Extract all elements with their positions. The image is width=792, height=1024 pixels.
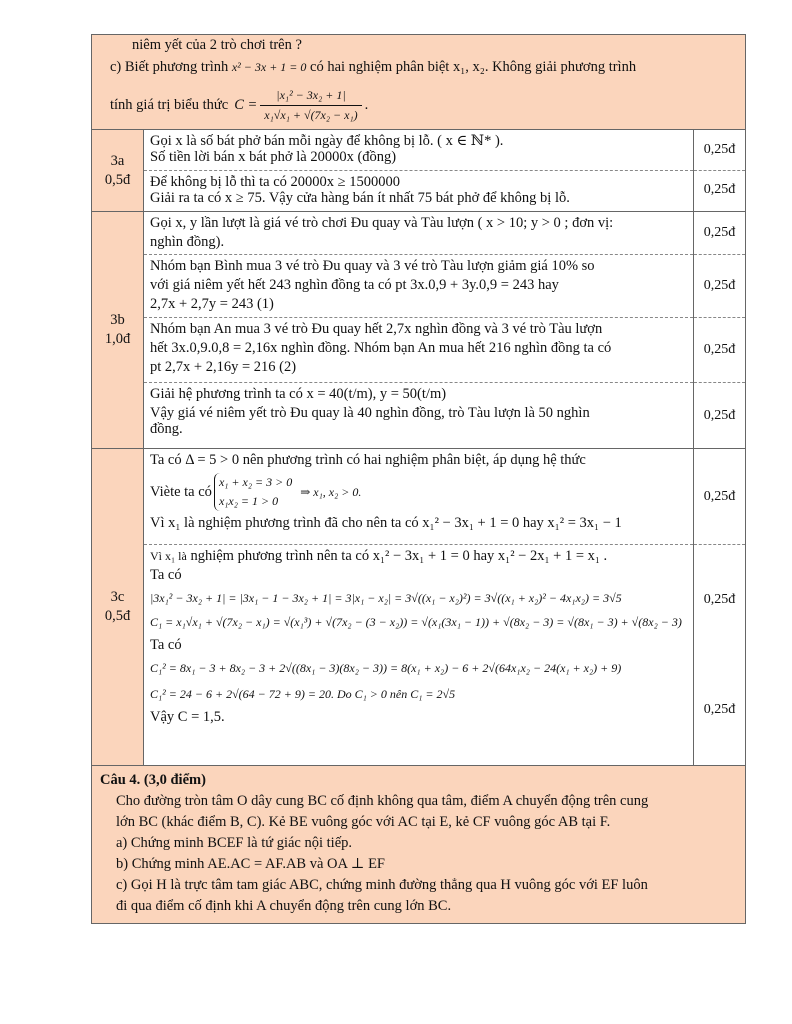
row-3b-step3: Nhóm bạn An mua 3 vé trò Đu quay hết 2,7x nghìn đồng và 3 vé trò Tàu lượn hết 3x.0,9.0,8 = 2,16x nghìn đồng. Nhóm bạn An mua hết 216 nghìn đồng ta có pt 2,7x + 2,16y = 216 (2)	[144, 317, 693, 382]
viete-brace: x₁ + x₂ = 3 > 0 x₁x₂ = 1 > 0	[214, 473, 292, 511]
points-3b-4: 0,25đ	[694, 382, 745, 448]
row-3c	[92, 449, 746, 766]
viete-system: Viète ta có x₁ + x₂ = 3 > 0 x₁x₂ = 1 > 0 ⇒ x₁, x₂ > 0.	[150, 470, 687, 514]
points-3b-1: 0,25đ	[703, 225, 736, 240]
points-3c-2: 0,25đ	[694, 544, 745, 655]
question-3-continuation	[92, 35, 746, 130]
row-3a-step1: Gọi x là số bát phở bán mỗi ngày để không bị lỗ. ( x ∈ ℕ* ). Số tiền lời bán x bát phở là 20000x (đồng)	[150, 133, 504, 165]
eq-c1-squared: C₁² = 8x₁ − 3 + 8x₂ − 3 + 2√((8x₁ − 3)(8x₂ − 3)) = 8(x₁ + x₂) − 6 + 2√(64x₁x₂ − 24(x₁ + x₂) + 9)	[150, 661, 622, 675]
question-4a: a) Chứng minh BCEF là tứ giác nội tiếp.	[116, 835, 353, 851]
points-3b-2: 0,25đ	[694, 254, 745, 317]
points-3c-3: 0,25đ	[703, 702, 736, 717]
points-3a-1: 0,25đ	[703, 142, 736, 157]
row-3a-step2: Để không bị lỗ thì ta có 20000x ≥ 1500000 Giải ra ta có x ≥ 75. Vậy cửa hàng bán ít nhất 75 bát phở để không bị lỗ.	[144, 170, 693, 211]
points-3c-1: 0,25đ	[703, 488, 736, 504]
question-3-continuation-row	[92, 35, 746, 130]
q3-part-c-line: c) Biết phương trình x² − 3x + 1 = 0 có hai nghiệm phân biệt x₁, x₂. Không giải phương trình	[110, 59, 637, 75]
row-3c-label: 3c 0,5đ	[92, 449, 144, 766]
row-3b-label: 3b 1,0đ	[92, 212, 144, 449]
question-4: Câu 4. (3,0 điểm) Cho đường tròn tâm O dây cung BC cố định không qua tâm, điểm A chuyển động trên cung lớn BC (khác điểm B, C). Kẻ BE vuông góc với AC tại E, kẻ CF vuông góc AB tại F. a) Chứng minh BCEF là tứ giác nội tiếp. b) Chứng minh AE.AC = AF.AB và OA ⊥ EF c) Gọi H là trực tâm tam giác ABC, chứng minh đường thẳng qua H vuông góc với EF luôn đi qua điểm cố định khi A chuyển động trên cung lớn BC.	[92, 766, 746, 924]
row-3c-points	[694, 449, 746, 766]
question-4c: c) Gọi H là trực tâm tam giác ABC, chứng minh đường thẳng qua H vuông góc với EF luôn	[116, 877, 648, 893]
row-3b-points	[694, 212, 746, 449]
row-3b-step1: Gọi x, y lần lượt là giá vé trò chơi Đu quay và Tàu lượn ( x > 10; y > 0 ; đơn vị: nghìn đồng).	[150, 215, 614, 250]
answer-table	[91, 34, 746, 924]
row-3c-step1: Ta có Δ = 5 > 0 nên phương trình có hai nghiệm phân biệt, áp dụng hệ thức Viète ta có x₁ + x₂ = 3 > 0 x₁x₂ = 1 > 0 ⇒ x₁, x₂ > 0. Vì x₁ là nghiệm phương trình đã cho nên ta có x₁² − 3x₁ + 1 = 0 hay x₁² = 3x₁ − 1	[144, 449, 693, 544]
row-3a	[92, 130, 746, 212]
c-expression-fraction: $\frac{\text{|x₁² − 3x₂ + 1|}}{\text{x₁√x₁ + √(7x₂ − x₁)}}$	[260, 86, 361, 125]
row-3a-points	[694, 130, 746, 212]
row-3b-content	[144, 212, 694, 449]
eq-c1-value: C₁² = 24 − 6 + 2√(64 − 72 + 9) = 20. Do C₁ > 0 nên C₁ = 2√5	[150, 687, 456, 701]
row-3a-label: 3a 0,5đ	[92, 130, 144, 212]
points-3b-3: 0,25đ	[694, 317, 745, 382]
row-3c-content	[144, 449, 694, 766]
q3-line1: niêm yết của 2 trò chơi trên ?	[132, 37, 302, 53]
question-4b: b) Chứng minh AE.AC = AF.AB và OA ⊥ EF	[116, 856, 385, 872]
row-3b	[92, 212, 746, 449]
question-4-row	[92, 766, 746, 924]
q3-expression-line: tính giá trị biểu thức C = $\frac{\text{|x₁² − 3x₂ + 1|}}{\text{x₁√x₁ + √(7x₂ − x₁)}}$ .	[110, 83, 739, 127]
row-3b-step2: Nhóm bạn Bình mua 3 vé trò Đu quay và 3 vé trò Tàu lượn giảm giá 10% so với giá niêm yết hết 243 nghìn đồng ta có pt 3x.0,9 + 3y.0,9 = 243 hay 2,7x + 2,7y = 243 (1)	[144, 254, 693, 317]
eq-c1: C₁ = x₁√x₁ + √(7x₂ − x₁) = √(x₁³) + √(7x₂ − (3 − x₂)) = √(x₁(3x₁ − 1)) + √(8x₂ − 3) = √(8x₁ − 3) + √(8x₂ − 3)	[150, 615, 682, 629]
question-4-title: Câu 4. (3,0 điểm)	[100, 772, 206, 788]
points-3a-2: 0,25đ	[694, 170, 745, 208]
row-3b-step4: Giải hệ phương trình ta có x = 40(t/m), y = 50(t/m) Vậy giá vé niêm yết trò Đu quay là 40 nghìn đồng, trò Tàu lượn là 50 nghìn đồng.	[144, 382, 693, 448]
row-3c-step2: Vì x₁ là nghiệm phương trình nên ta có x₁² − 3x₁ + 1 = 0 hay x₁² − 2x₁ + 1 = x₁ . Ta có |3x₁² − 3x₂ + 1| = |3x₁ − 1 − 3x₂ + 1| = 3|x₁ − x₂| = 3√((x₁ − x₂)²) = 3√((x₁ + x₂)² − 4x₁x₂) = 3√5 C₁ = x₁√x₁ + √(7x₂ − x₁) = √(x₁³) + √(7x₂ − (3 − x₂)) = √(x₁(3x₁ − 1)) + √(8x₂ − 3) = √(8x₁ − 3) + √(8x₂ − 3) Ta có C₁² = 8x₁ − 3 + 8x₂ − 3 + 2√((8x₁ − 3)(8x₂ − 3)) = 8(x₁ + x₂) − 6 + 2√(64x₁x₂ − 24(x₁ + x₂) + 9) C₁² = 24 − 6 + 2√(64 − 72 + 9) = 20. Do C₁ > 0 nên C₁ = 2√5 Vậy C = 1,5.	[144, 544, 693, 763]
row-3a-content	[144, 130, 694, 212]
eq-abs-value: |3x₁² − 3x₂ + 1| = |3x₁ − 1 − 3x₂ + 1| = 3|x₁ − x₂| = 3√((x₁ − x₂)²) = 3√((x₁ + x₂)² − 4x₁x₂) = 3√5	[150, 591, 622, 605]
